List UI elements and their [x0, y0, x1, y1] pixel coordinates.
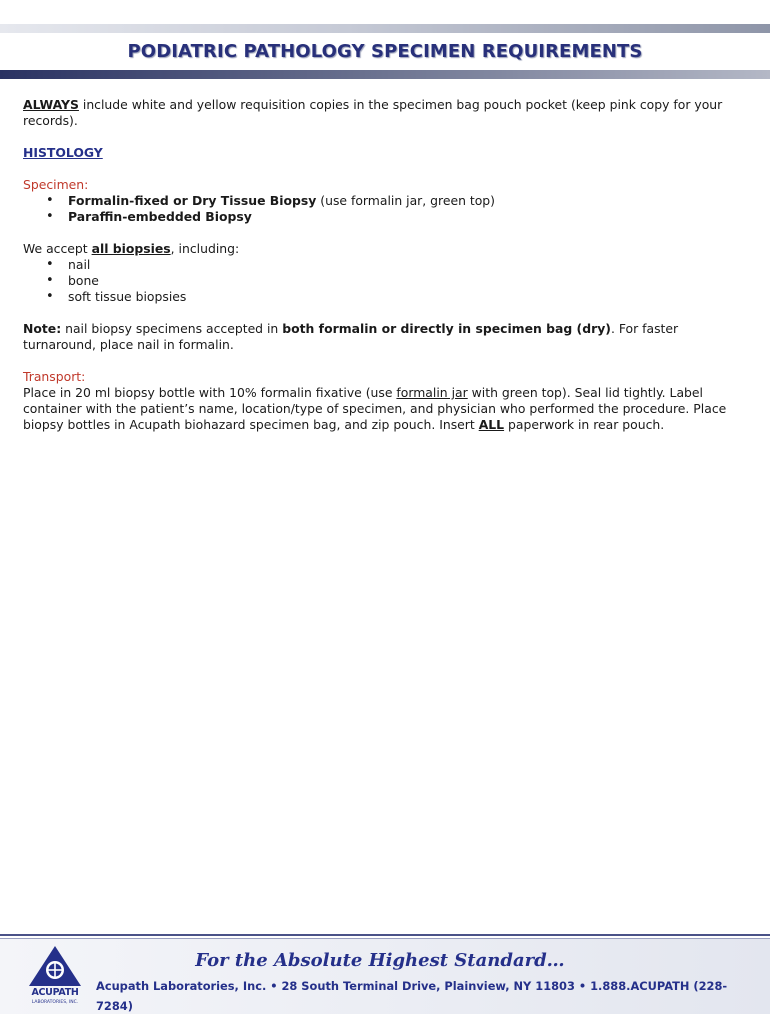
- formalin-jar-link[interactable]: formalin jar: [396, 385, 468, 400]
- all-emphasis: ALL: [478, 417, 505, 432]
- logo-subtitle: LABORATORIES, INC.: [31, 1000, 79, 1005]
- note-text: nail biopsy specimens accepted in: [61, 321, 283, 336]
- note-label: Note:: [23, 321, 62, 336]
- specimen-list: [23, 193, 748, 225]
- header-bottom-bar: [0, 70, 770, 79]
- note-bold: both formalin or directly in specimen bag (dry): [282, 321, 611, 336]
- transport-label: Transport:: [23, 369, 86, 384]
- transport-paragraph: [23, 385, 748, 433]
- specimen-item: [68, 209, 748, 225]
- transport-text-mid: with green top). Seal lid tightly. Label container with the patient’s name, location/type of specimen, and physician who performed the procedure. Place biopsy bottles in Acupath biohazard specimen bag, and zip pouch. Insert: [23, 385, 727, 432]
- intro-paragraph: [23, 97, 748, 129]
- specimen-item: [68, 193, 748, 209]
- accept-emphasis: all biopsies: [91, 241, 171, 256]
- note-text-end: . For faster turnaround, place nail in formalin.: [23, 321, 679, 352]
- accept-suffix: , including:: [170, 241, 240, 256]
- document-body: [23, 97, 748, 433]
- histology-heading: HISTOLOGY: [23, 145, 103, 160]
- footer-address: Acupath Laboratories, Inc. • 28 South Terminal Drive, Plainview, NY 11803 • 1.888.ACUPATH (228-7284): [96, 979, 728, 1013]
- footer-tagline: For the Absolute Highest Standard…: [195, 950, 565, 971]
- logo-wordmark: ACUPATH: [31, 987, 79, 998]
- always-emphasis: ALWAYS: [23, 97, 79, 112]
- header-top-bar: [0, 24, 770, 33]
- accept-item: • bone: [68, 273, 748, 289]
- histology-heading-line: [23, 145, 748, 161]
- page-title: PODIATRIC PATHOLOGY SPECIMEN REQUIREMENTS: [127, 41, 643, 62]
- accept-paragraph: [23, 241, 748, 257]
- accept-item: • nail: [68, 257, 748, 273]
- footer-rule: [0, 934, 770, 936]
- intro-text: include white and yellow requisition copies in the specimen bag pouch pocket (keep pink copy for your records).: [23, 97, 723, 128]
- specimen-item-text: (use formalin jar, green top): [316, 193, 495, 208]
- specimen-item-bold: Formalin-fixed or Dry Tissue Biopsy: [68, 193, 317, 208]
- transport-text-end: paperwork in rear pouch.: [504, 417, 665, 432]
- note-paragraph: [23, 321, 748, 353]
- specimen-item-bold: Paraffin-embedded Biopsy: [68, 209, 252, 224]
- accept-list: [23, 257, 748, 305]
- specimen-label: Specimen:: [23, 177, 89, 192]
- accept-prefix: We accept: [23, 241, 92, 256]
- accept-item: • soft tissue biopsies: [68, 289, 748, 305]
- transport-text: Place in 20 ml biopsy bottle with 10% formalin fixative (use: [23, 385, 397, 400]
